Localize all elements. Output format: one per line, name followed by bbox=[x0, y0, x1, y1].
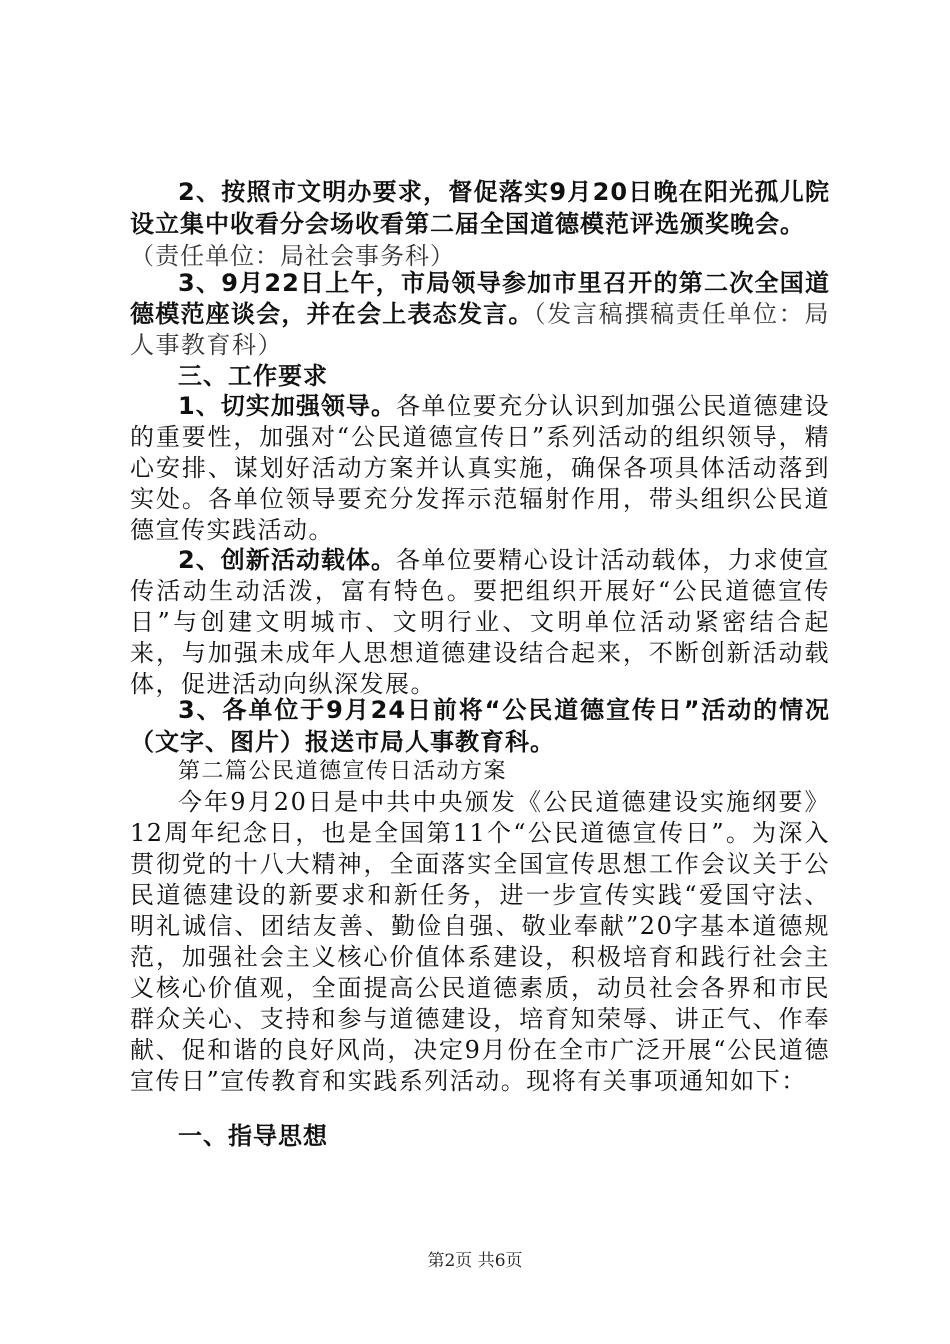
item-3-paragraph bbox=[130, 268, 830, 361]
requirement-2-lead: 2、创新活动载体。 bbox=[178, 546, 396, 574]
item-2-paragraph bbox=[130, 176, 830, 272]
part-2-title: 第二篇公民道德宣传日活动方案 bbox=[178, 759, 508, 784]
requirement-2-body: 各单位要精心设计活动载体，力求使宣传活动生动活泼，富有特色。要把组织开展好“公民道德宣传日”与创建文明城市、文明行业、文明单位活动紧密结合起来，与加强未成年人思想道德建设结合起来，不断创新活动载体，促进活动向纵深发展。 bbox=[130, 546, 831, 698]
item-2-responsible-unit: （责任单位：局社会事务科） bbox=[130, 242, 455, 270]
requirement-3-paragraph: 3、各单位于9月24日前将“公民道德宣传日”活动的情况（文字、图片）报送市局人事教育科。 bbox=[130, 696, 830, 756]
page-footer: 第2页 共6页 bbox=[427, 1251, 523, 1271]
intro-paragraph: 今年9月20日是中共中央颁发《公民道德建设实施纲要》12周年纪念日，也是全国第11个“公民道德宣传日”。为深入贯彻党的十八大精神，全面落实全国宣传思想工作会议关于公民道德建设的新要求和新任务，进一步宣传实践“爱国守法、明礼诚信、团结友善、勤俭自强、敬业奉献”20字基本道德规范，加强社会主义核心价值体系建设，积极培育和践行社会主义核心价值观，全面提高公民道德素质，动员社会各界和市民群众关心、支持和参与道德建设，培育知荣辱、讲正气、作奉献、促和谐的良好风尚，决定9月份在全市广泛开展“公民道德宣传日”宣传教育和实践系列活动。现将有关事项通知如下： bbox=[130, 788, 830, 1095]
item-3-text: 3、9月22日上午，市局领导参加市里召开的第二次全国道德模范座谈会，并在会上表态发言。 bbox=[130, 269, 830, 328]
item-3-responsible-unit: （发言稿撰稿责任单位：局人事教育科） bbox=[130, 300, 831, 359]
requirement-2-paragraph bbox=[130, 545, 830, 700]
section-1-heading: 一、指导思想 bbox=[178, 1122, 328, 1150]
requirement-1-paragraph bbox=[130, 391, 830, 546]
requirement-1-body: 各单位要充分认识到加强公民道德建设的重要性，加强对“公民道德宣传日”系列活动的组织领导，精心安排、谋划好活动方案并认真实施，确保各项具体活动落到实处。各单位领导要充分发挥示范辐射作用，带头组织公民道德宣传实践活动。 bbox=[130, 392, 831, 544]
requirement-1-lead: 1、切实加强领导。 bbox=[178, 392, 396, 420]
item-2-text: 2、按照市文明办要求，督促落实9月20日晚在阳光孤儿院设立集中收看分会场收看第二届全国道德模范评选颁奖晚会。 bbox=[130, 178, 830, 238]
section-3-heading: 三、工作要求 bbox=[178, 362, 328, 390]
